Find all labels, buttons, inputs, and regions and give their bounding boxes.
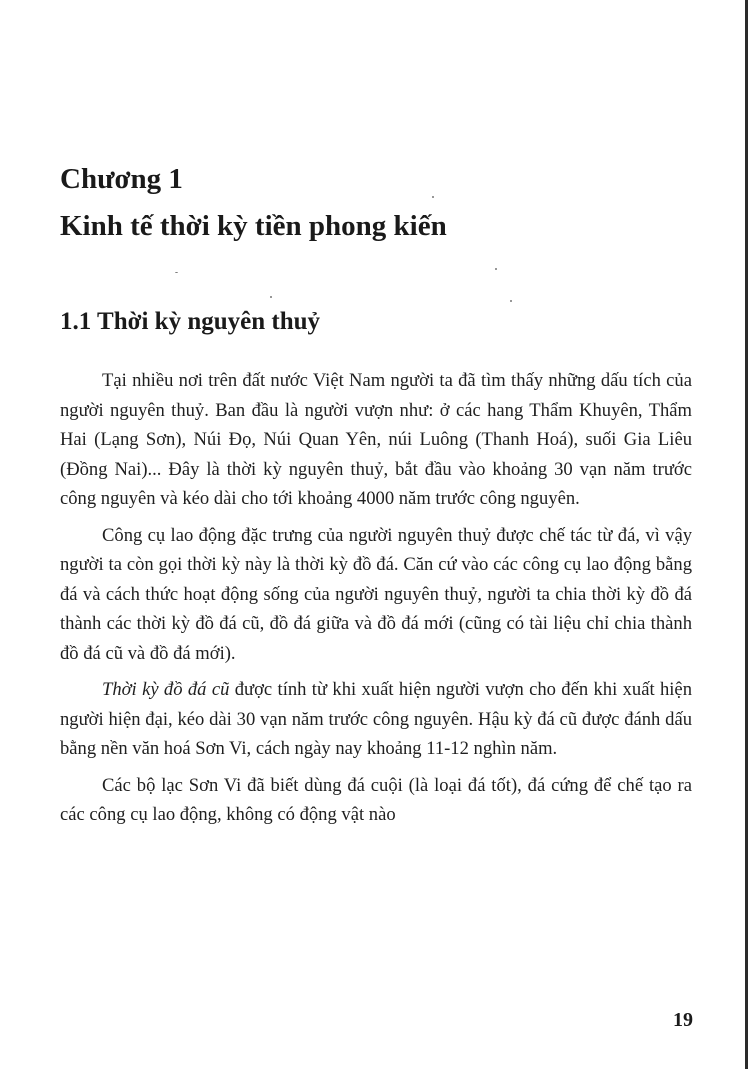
paragraph-1-text: Tại nhiều nơi trên đất nước Việt Nam người ta đã tìm thấy những dấu tích của người nguyên thuỷ. Ban đầu là người vượn như: ở các hang Thẩm Khuyên, Thẩm Hai (Lạng Sơn), Núi Đọ, Núi Quan Yên, núi Luông (Thanh Hoá), suối Gia Liêu (Đồng Nai)... Đây là thời kỳ nguyên thuỷ, bắt đầu vào khoảng 30 vạn năm trước công nguyên và kéo dài cho tới khoảng 4000 năm trước công nguyên. [60, 370, 692, 509]
paragraph-2-text: Công cụ lao động đặc trưng của người nguyên thuỷ được chế tác từ đá, vì vậy người ta còn gọi thời kỳ này là thời kỳ đồ đá. Căn cứ vào các công cụ lao động bằng đá và cách thức hoạt động sống của người nguyên thuỷ, người ta chia thời kỳ đồ đá thành các thời kỳ đồ đá cũ, đồ đá giữa và đồ đá mới (cũng có tài liệu chỉ chia thành đồ đá cũ và đồ đá mới). [60, 524, 692, 664]
body-text [60, 366, 692, 830]
paragraph-3-text: được tính từ khi xuất hiện người vượn cho đến khi xuất hiện người hiện đại, kéo dài 30 vạn năm trước công nguyên. Hậu kỳ đá cũ được đánh dấu bằng nền văn hoá Sơn Vi, cách ngày nay khoảng 11-12 nghìn năm. [60, 679, 692, 759]
paragraph-1 [60, 366, 692, 514]
paragraph-4 [60, 771, 692, 830]
page-number: 19 [673, 1009, 693, 1031]
scan-speck [495, 268, 497, 270]
scan-speck [432, 196, 434, 198]
paragraph-2 [60, 521, 692, 669]
scan-speck [175, 272, 178, 273]
paragraph-3-italic-term: Thời kỳ đồ đá cũ [102, 679, 230, 700]
scan-speck [270, 296, 272, 298]
paragraph-4-text: Các bộ lạc Sơn Vi đã biết dùng đá cuội (là loại đá tốt), đá cứng để chế tạo ra các công cụ lao động, không có động vật nào [60, 774, 692, 825]
section-heading: 1.1 Thời kỳ nguyên thuỷ [60, 308, 321, 335]
chapter-title: Kinh tế thời kỳ tiền phong kiến [60, 210, 447, 242]
scan-speck [510, 300, 512, 302]
chapter-label: Chương 1 [60, 163, 183, 195]
paragraph-3 [60, 675, 692, 764]
